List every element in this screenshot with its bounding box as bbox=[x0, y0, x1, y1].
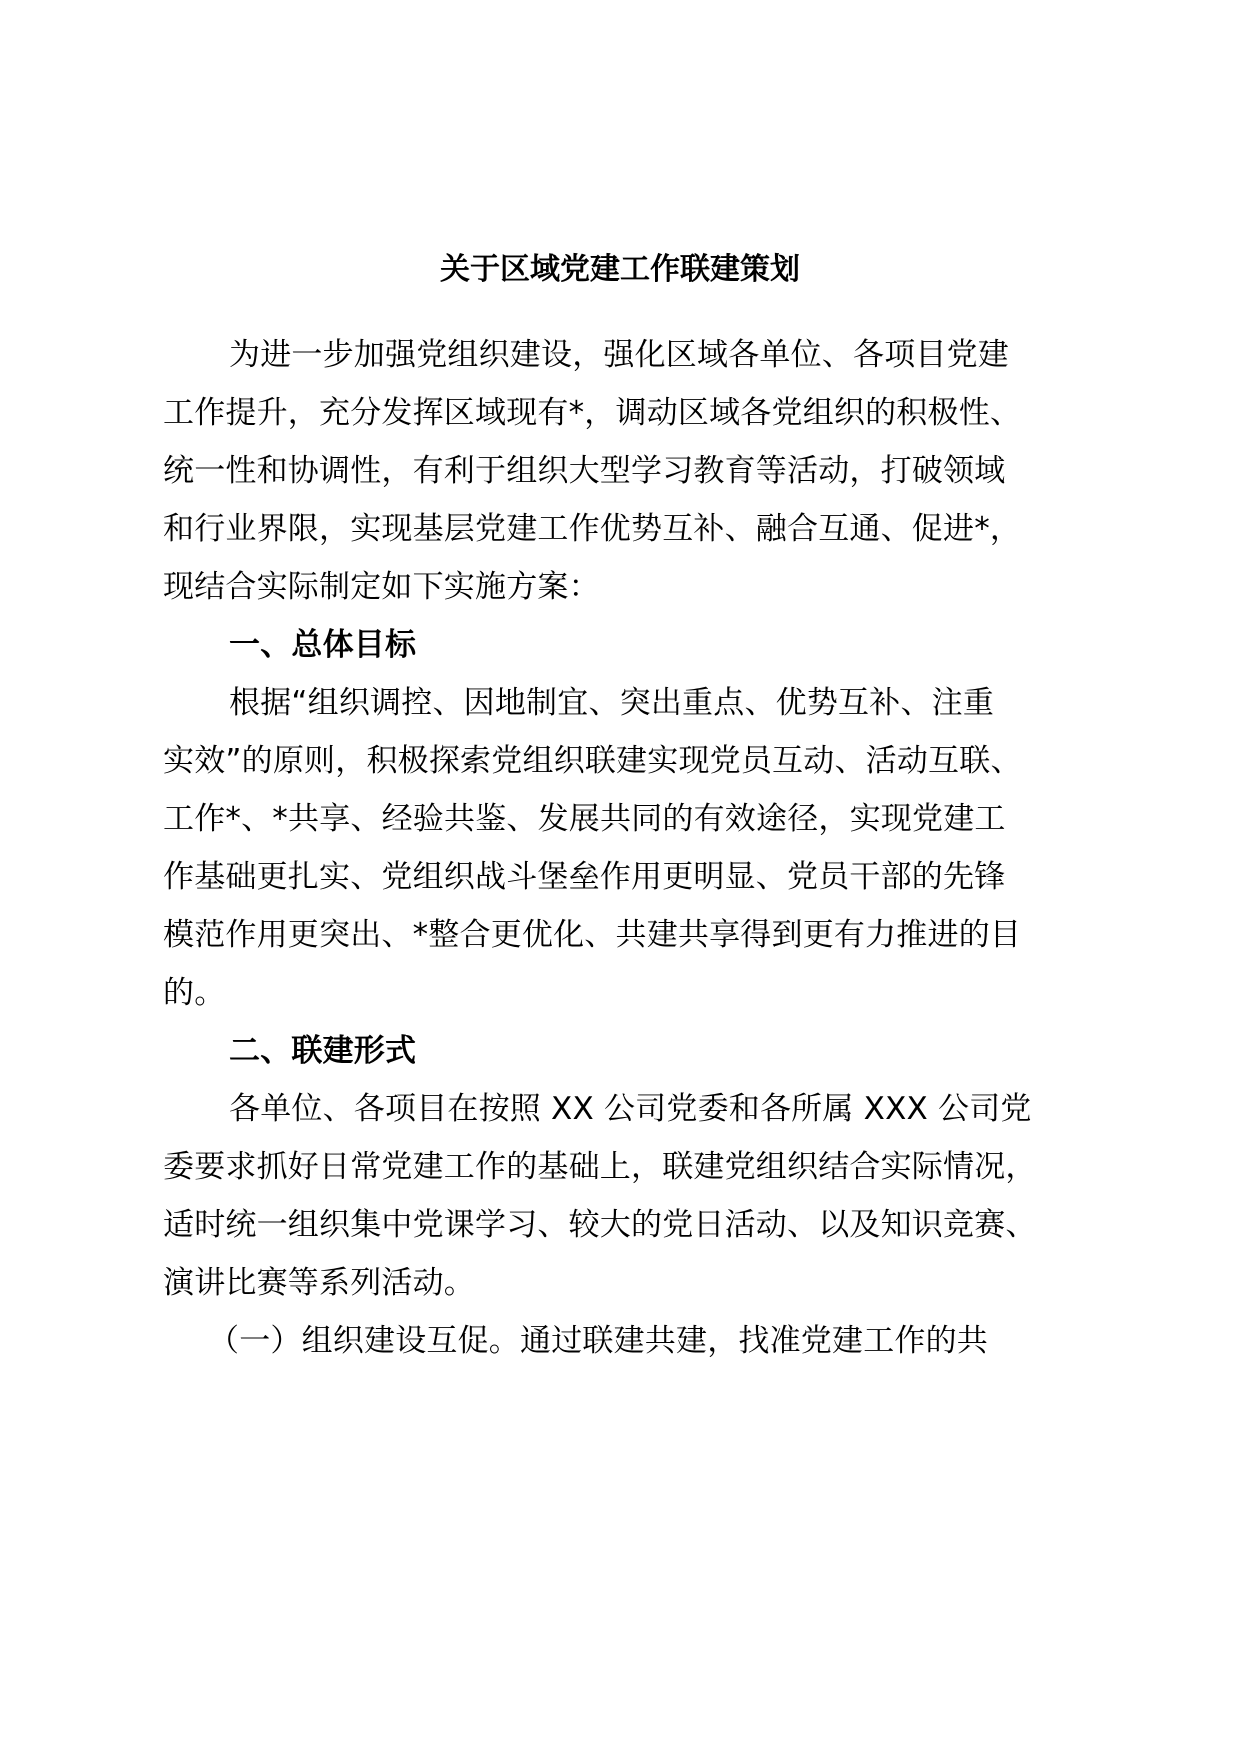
body-line: 作基础更扎实、党组织战斗堡垒作用更明显、党员干部的先锋 bbox=[163, 859, 1006, 895]
body-line: 现结合实际制定如下实施方案： bbox=[163, 569, 600, 605]
body-line: 工作*、*共享、经验共鉴、发展共同的有效途径，实现党建工 bbox=[163, 801, 1006, 837]
body-line: 适时统一组织集中党课学习、较大的党日活动、以及知识竞赛、 bbox=[163, 1207, 1037, 1243]
body-line: 根据“组织调控、因地制宜、突出重点、优势互补、注重 bbox=[229, 685, 995, 721]
subsection-line: （一）组织建设互促。通过联建共建，找准党建工作的共 bbox=[208, 1323, 988, 1359]
body-line: 的。 bbox=[163, 975, 226, 1011]
body-line: 委要求抓好日常党建工作的基础上，联建党组织结合实际情况， bbox=[163, 1149, 1037, 1185]
body-line: 为进一步加强党组织建设，强化区域各单位、各项目党建 bbox=[229, 337, 1009, 373]
document-title: 关于区域党建工作联建策划 bbox=[440, 252, 800, 287]
body-line: 模范作用更突出、*整合更优化、共建共享得到更有力推进的目 bbox=[163, 917, 1022, 953]
body-line: 和行业界限，实现基层党建工作优势互补、融合互通、促进*， bbox=[163, 511, 1022, 547]
body-line: 统一性和协调性，有利于组织大型学习教育等活动，打破领域 bbox=[163, 453, 1006, 489]
body-line: 实效”的原则，积极探索党组织联建实现党员互动、活动互联、 bbox=[163, 743, 1022, 779]
section-heading-1: 一、总体目标 bbox=[229, 627, 417, 663]
body-line: 各单位、各项目在按照 XX 公司党委和各所属 XXX 公司党 bbox=[229, 1091, 1032, 1127]
section-heading-2: 二、联建形式 bbox=[229, 1033, 417, 1069]
body-line: 演讲比赛等系列活动。 bbox=[163, 1265, 475, 1301]
body-line: 工作提升，充分发挥区域现有*，调动区域各党组织的积极性、 bbox=[163, 395, 1022, 431]
